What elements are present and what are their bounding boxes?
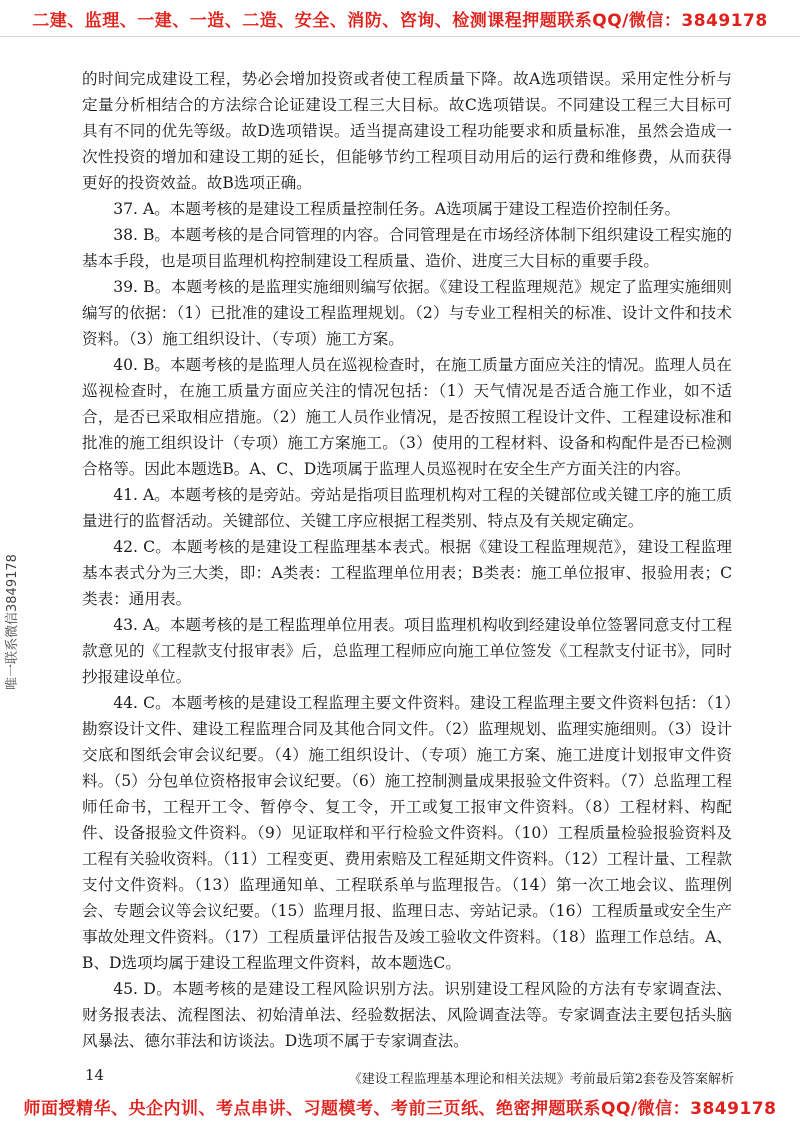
answer-38: 38. B。本题考核的是合同管理的内容。合同管理是在市场经济体制下组织建设工程实施的基本手段，也是项目监理机构控制建设工程质量、造价、进度三大目标的重要手段。	[82, 226, 732, 270]
answer-44: 44. C。本题考核的是建设工程监理主要文件资料。建设工程监理主要文件资料包括：（1）勘察设计文件、建设工程监理合同及其他合同文件。（2）监理规划、监理实施细则。（3）设计交底和图纸会审会议纪要。（4）施工组织设计、（专项）施工方案、施工进度计划报审文件资料。（5）分包单位资格报审会议纪要。（6）施工控制测量成果报验文件资料。（7）总监理工程师任命书，工程开工令、暂停令、复工令，开工或复工报审文件资料。（8）工程材料、构配件、设备报验文件资料。（9）见证取样和平行检验文件资料。（10）工程质量检验报验资料及工程有关验收资料。（11）工程变更、费用索赔及工程延期文件资料。（12）工程计量、工程款支付文件资料。（13）监理通知单、工程联系单与监理报告。（14）第一次工地会议、监理例会、专题会议等会议纪要。（15）监理月报、监理日志、旁站记录。（16）工程质量或安全生产事故处理文件资料。（17）工程质量评估报告及竣工验收文件资料。（18）监理工作总结。A、B、D选项均属于建设工程监理文件资料，故本题选C。	[82, 694, 732, 972]
answer-39: 39. B。本题考核的是监理实施细则编写依据。《建设工程监理规范》规定了监理实施细则编写的依据：（1）已批准的建设工程监理规划。（2）与专业工程相关的标准、设计文件和技术资料。（3）施工组织设计、（专项）施工方案。	[82, 278, 732, 348]
answer-42: 42. C。本题考核的是建设工程监理基本表式。根据《建设工程监理规范》，建设工程监理基本表式分为三大类，即：A类表：工程监理单位用表；B类表：施工单位报审、报验用表；C类表：通用表。	[82, 538, 732, 608]
answer-43: 43. A。本题考核的是工程监理单位用表。项目监理机构收到经建设单位签署同意支付工程款意见的《工程款支付报审表》后，总监理工程师应向施工单位签发《工程款支付证书》，同时抄报建设单位。	[82, 616, 732, 686]
page-number: 14	[85, 1066, 105, 1084]
bottom-ad-banner: 师面授精华、央企内训、考点串讲、习题模考、考前三页纸、绝密押题联系QQ/微信：3849178	[23, 1099, 777, 1119]
header-divider	[0, 36, 800, 37]
answer-37: 37. A。本题考核的是建设工程质量控制任务。A选项属于建设工程造价控制任务。	[113, 200, 681, 218]
top-ad-banner: 二建、监理、一建、一造、二造、安全、消防、咨询、检测课程押题联系QQ/微信：3849178	[32, 11, 768, 31]
answer-40: 40. B。本题考核的是监理人员在巡视检查时，在施工质量方面应关注的情况。监理人员在巡视检查时，在施工质量方面应关注的情况包括：（1）天气情况是否适合施工作业，如不适合，是否已采取相应措施。（2）施工人员作业情况，是否按照工程设计文件、工程建设标准和批准的施工组织设计（专项）施工方案施工。（3）使用的工程材料、设备和构配件是否已检测合格等。因此本题选B。A、C、D选项属于监理人员巡视时在安全生产方面关注的内容。	[82, 356, 732, 478]
answer-41: 41. A。本题考核的是旁站。旁站是指项目监理机构对工程的关键部位或关键工序的施工质量进行的监督活动。关键部位、关键工序应根据工程类别、特点及有关规定确定。	[82, 486, 732, 530]
paragraph-continuation: 的时间完成建设工程，势必会增加投资或者使工程质量下降。故A选项错误。采用定性分析与定量分析相结合的方法综合论证建设工程三大目标。故C选项错误。不同建设工程三大目标可具有不同的优先等级。故D选项错误。适当提高建设工程功能要求和质量标准，虽然会造成一次性投资的增加和建设工期的延长，但能够节约工程项目动用后的运行费和维修费，从而获得更好的投资效益。故B选项正确。	[82, 70, 732, 192]
side-watermark-text: 唯一联系微信3849178	[5, 554, 20, 690]
footer-title: 《建设工程监理基本理论和相关法规》考前最后第2套卷及答案解析	[348, 1072, 734, 1087]
answer-45: 45. D。本题考核的是建设工程风险识别方法。识别建设工程风险的方法有专家调查法、财务报表法、流程图法、初始清单法、经验数据法、风险调查法等。专家调查法主要包括头脑风暴法、德尔菲法和访谈法。D选项不属于专家调查法。	[82, 980, 732, 1050]
answer-explanations	[82, 66, 732, 1054]
